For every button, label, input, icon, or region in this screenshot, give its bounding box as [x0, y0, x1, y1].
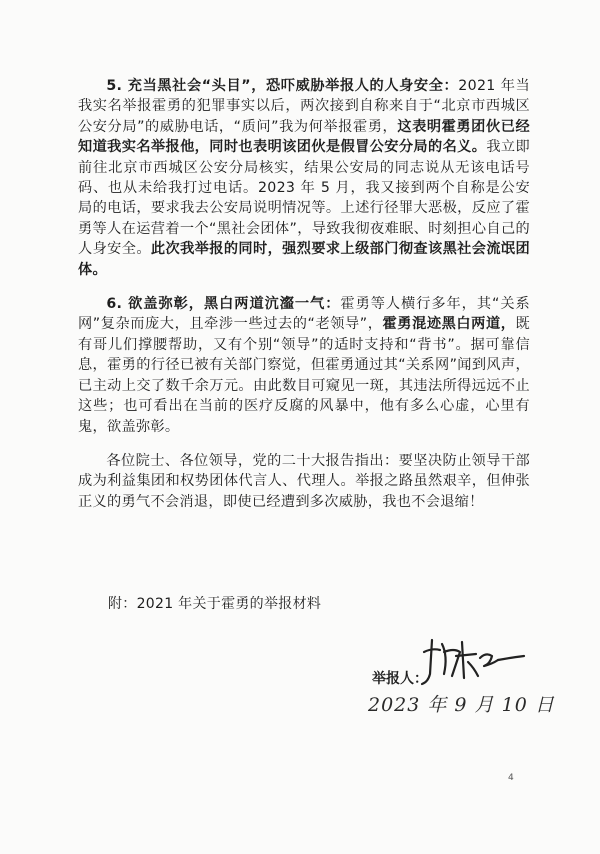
item-6-text-3: 既有哥儿们撑腰帮助，又有个别“领导”的适时支持和“背书”。据可靠信息，霍勇的行径已被有关部门察觉，但霍勇通过其“关系网”闻到风声，已主动上交了数千余万元。由此数目可窥见一斑，其违法所得远远不止这些；也可看出在当前的医疗反腐的风暴中，他有多么心虚，心里有鬼，欲盖弥彰。	[78, 316, 531, 435]
handwritten-signature	[418, 634, 528, 694]
item-6-heading: 6. 欲盖弥彰，黑白两道沆瀣一气：	[106, 296, 341, 313]
item-5-text-3: 我立即前往北京市西城区公安分局核实，结果公安局的同志说从无该电话号码、也从未给我打过电话。2023 年 5 月，我又接到两个自称是公安局的电话，要求我去公安局说明情况等。上述行径罪大恶极，反应了霍勇等人在运营着一个“黑社会团体”，导致我彻夜难眠、时刻担心自己的人身安全。	[78, 139, 530, 258]
item-5-text-1: 2021 年当我实名举报霍勇的犯罪事实以后，两次接到自称来自于“北京市西城区公安分局”的威胁电话，“质问”我为何举报霍勇，	[78, 78, 530, 135]
paragraph-item-5	[78, 76, 530, 280]
attachment-note: 附：2021 年关于霍勇的举报材料	[108, 596, 322, 612]
closing-text: 各位院士、各位领导，党的二十大报告指出：要坚决防止领导干部成为利益集团和权势团体代言人、代理人。举报之路虽然艰辛，但伸张正义的勇气不会消退，即使已经遭到多次威胁，我也不会退缩！	[78, 452, 530, 510]
paragraph-closing	[78, 451, 530, 512]
item-6-text-1: 霍勇等人横行多年，其“关系网”复杂而庞大，且牵涉一些过去的“老领导”，	[78, 296, 530, 333]
item-5-heading: 5. 充当黑社会“头目”，恐吓威胁举报人的人身安全：	[106, 78, 459, 94]
reporter-label: 举报人：	[372, 671, 428, 687]
document-body	[78, 76, 530, 512]
handwritten-date: 2023 年 9 月 10 日	[368, 694, 555, 716]
paragraph-item-6	[78, 294, 530, 437]
signature-drawing	[418, 634, 528, 690]
item-5-text-2: 这表明霍勇团伙已经知道我实名举报他，同时也表明该团伙是假冒公安分局的名义。	[78, 118, 530, 156]
page-number: 4	[508, 773, 514, 783]
item-6-text-2: 霍勇混迹黑白两道，	[382, 316, 516, 333]
item-5-text-4: 此次我举报的同时，强烈要求上级部门彻查该黑社会流氓团体。	[78, 241, 530, 278]
